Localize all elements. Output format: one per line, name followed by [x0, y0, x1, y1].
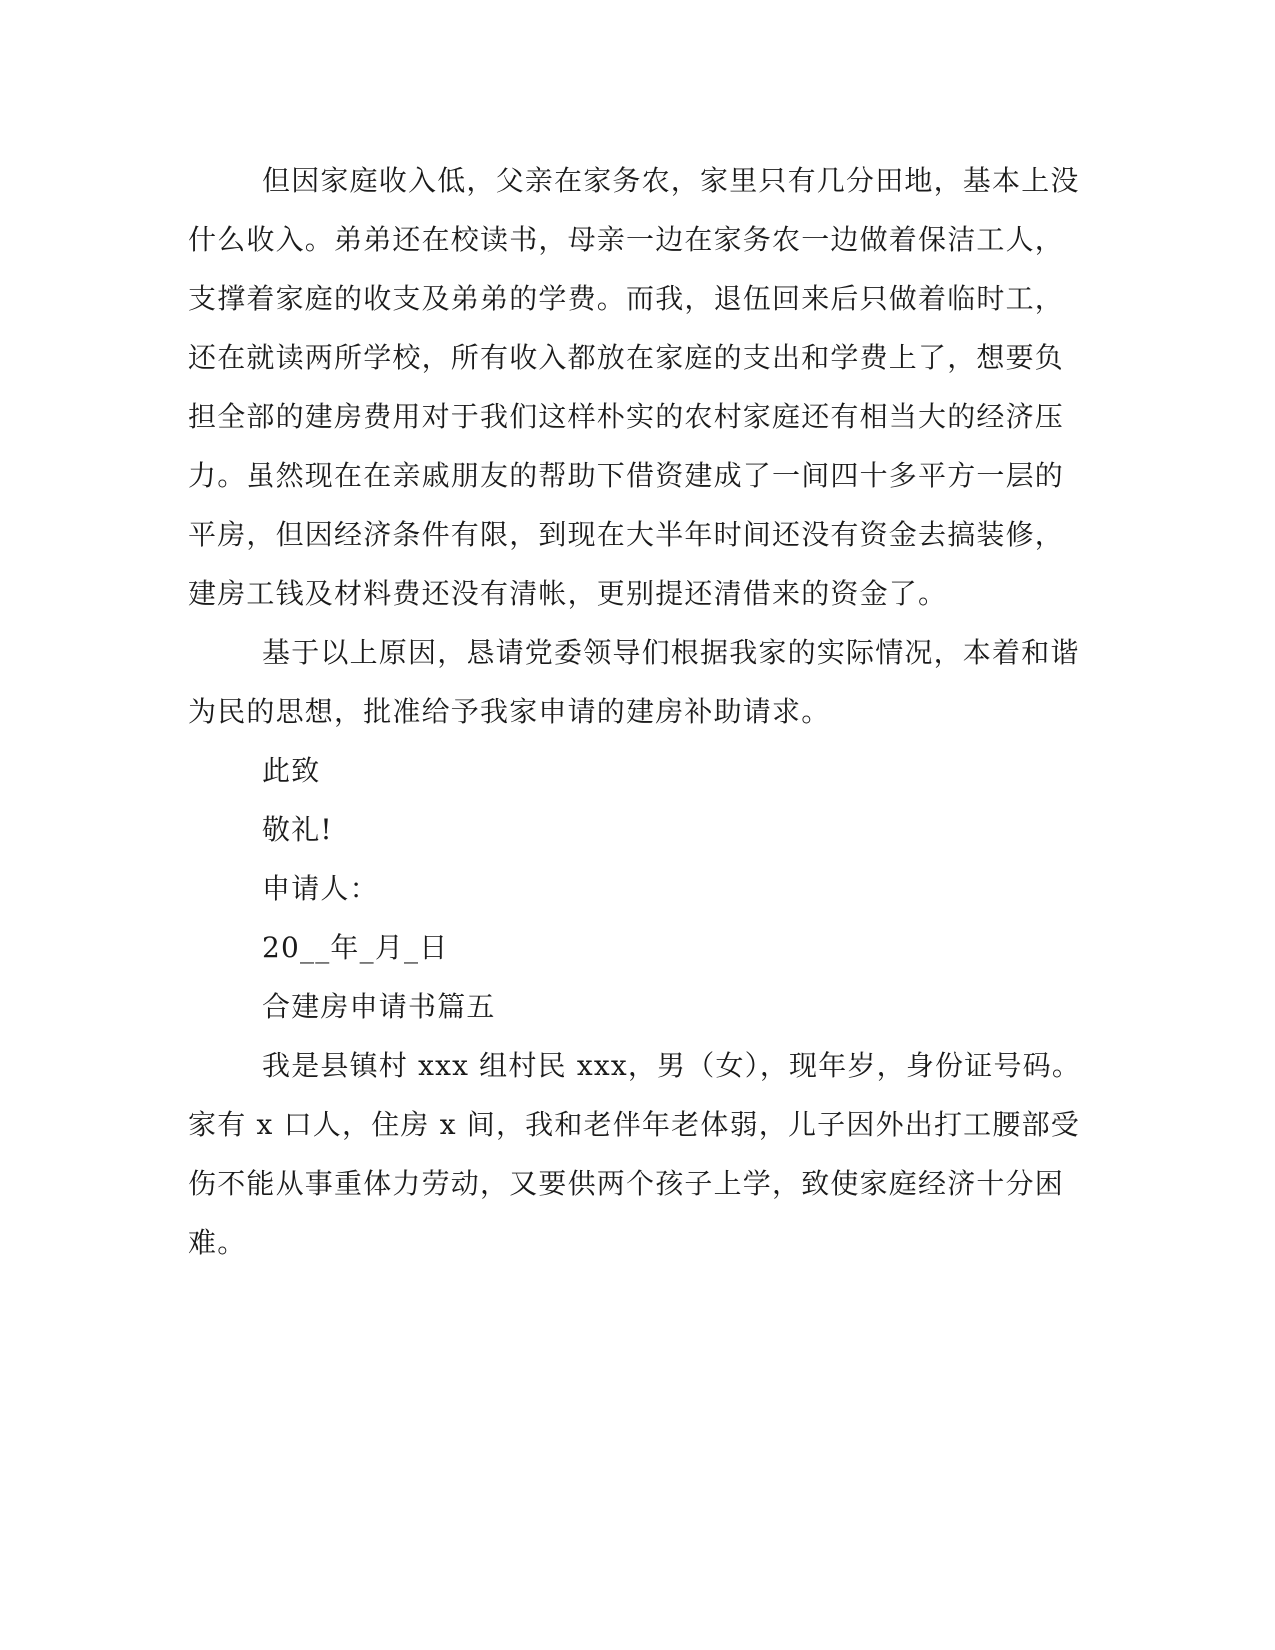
paragraph-2-line-2: 为民的思想，批准给予我家申请的建房补助请求。 — [188, 695, 831, 728]
paragraph-1-line-4: 还在就读两所学校，所有收入都放在家庭的支出和学费上了，想要负 — [188, 341, 1065, 374]
paragraph-1-line-1: 但因家庭收入低，父亲在家务农，家里只有几分田地，基本上没 — [262, 164, 1080, 197]
paragraph-2-line-1: 基于以上原因，恳请党委领导们根据我家的实际情况，本着和谐 — [262, 636, 1080, 669]
paragraph-3-line-1: 我是县镇村 xxx 组村民 xxx，男（女），现年岁，身份证号码。 — [262, 1049, 1082, 1082]
date-line: 20__年_月_日 — [262, 931, 449, 964]
paragraph-3-line-3: 伤不能从事重体力劳动，又要供两个孩子上学，致使家庭经济十分困 — [188, 1167, 1065, 1200]
paragraph-1-line-5: 担全部的建房费用对于我们这样朴实的农村家庭还有相当大的经济压 — [188, 400, 1065, 433]
paragraph-3-line-4: 难。 — [188, 1226, 247, 1259]
paragraph-1-line-3: 支撑着家庭的收支及弟弟的学费。而我，退伍回来后只做着临时工， — [188, 282, 1065, 315]
applicant-label: 申请人： — [262, 872, 379, 905]
closing-regards: 敬礼! — [262, 813, 333, 846]
paragraph-1-line-6: 力。虽然现在在亲戚朋友的帮助下借资建成了一间四十多平方一层的 — [188, 459, 1065, 492]
paragraph-1-line-7: 平房，但因经济条件有限，到现在大半年时间还没有资金去搞装修， — [188, 518, 1065, 551]
paragraph-1-line-8: 建房工钱及材料费还没有清帐，更别提还清借来的资金了。 — [188, 577, 948, 610]
paragraph-3-line-2: 家有 x 口人，住房 x 间，我和老伴年老体弱，儿子因外出打工腰部受 — [188, 1108, 1080, 1141]
closing-salutation: 此致 — [262, 754, 321, 787]
section-title: 合建房申请书篇五 — [262, 990, 496, 1023]
paragraph-1-line-2: 什么收入。弟弟还在校读书，母亲一边在家务农一边做着保洁工人， — [188, 223, 1065, 256]
